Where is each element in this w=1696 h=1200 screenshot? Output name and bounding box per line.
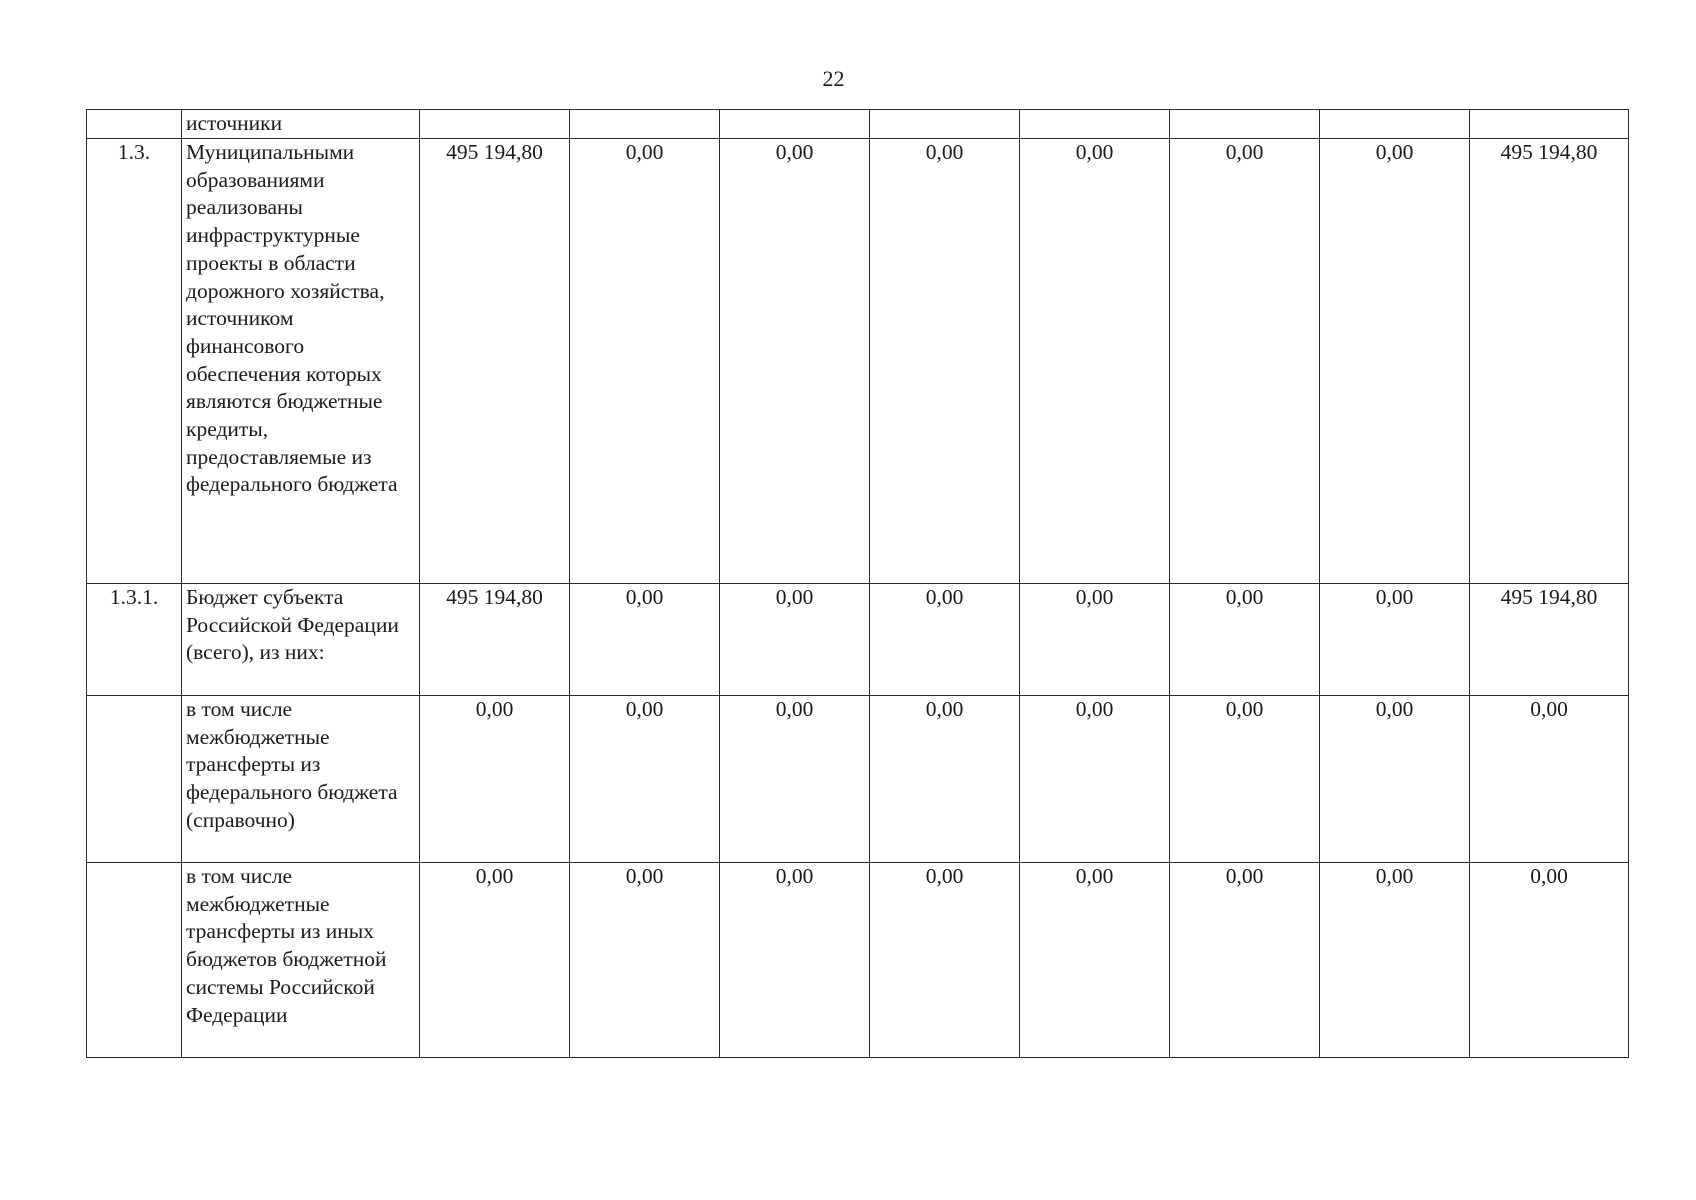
- value-cell: 0,00: [870, 696, 1020, 863]
- value-cell: 0,00: [870, 863, 1020, 1058]
- value-cell: 0,00: [570, 584, 720, 696]
- value-cell: 0,00: [1470, 863, 1629, 1058]
- value-cell: 0,00: [1320, 584, 1470, 696]
- table-row: [87, 696, 1629, 863]
- value-cell: 0,00: [720, 863, 870, 1058]
- value-cell: 0,00: [870, 584, 1020, 696]
- row-label: Бюджет субъекта Российской Федерации (всего), из них:: [182, 584, 420, 696]
- value-cell: 0,00: [420, 696, 570, 863]
- value-cell: 0,00: [570, 696, 720, 863]
- value-cell: 0,00: [1470, 696, 1629, 863]
- value-cell: [1470, 110, 1629, 139]
- page-number: 22: [822, 66, 845, 91]
- value-cell: 0,00: [420, 863, 570, 1058]
- row-number: [87, 863, 182, 1058]
- value-cell: 0,00: [1320, 139, 1470, 584]
- value-cell: 495 194,80: [1470, 584, 1629, 696]
- table-row: [87, 110, 1629, 139]
- value-cell: [420, 110, 570, 139]
- value-cell: 0,00: [1170, 696, 1320, 863]
- row-number: 1.3.1.: [87, 584, 182, 696]
- table-row: [87, 863, 1629, 1058]
- value-cell: 495 194,80: [420, 584, 570, 696]
- value-cell: 0,00: [1020, 696, 1170, 863]
- row-label: Муниципальными образованиями реализованы инфраструктурные проекты в области дорожного хозяйства, источником финансового обеспечения которых являются бюджетные кредиты, предоставляемые из федерального бюджета: [182, 139, 420, 584]
- table-row: [87, 584, 1629, 696]
- value-cell: 0,00: [1020, 584, 1170, 696]
- value-cell: 0,00: [720, 139, 870, 584]
- value-cell: 0,00: [1170, 863, 1320, 1058]
- value-cell: [870, 110, 1020, 139]
- value-cell: 0,00: [1170, 584, 1320, 696]
- table-row: [87, 139, 1629, 584]
- value-cell: 0,00: [1170, 139, 1320, 584]
- value-cell: 0,00: [870, 139, 1020, 584]
- value-cell: 495 194,80: [1470, 139, 1629, 584]
- value-cell: [1020, 110, 1170, 139]
- value-cell: 0,00: [720, 584, 870, 696]
- value-cell: 0,00: [1320, 696, 1470, 863]
- value-cell: 0,00: [1320, 863, 1470, 1058]
- value-cell: [720, 110, 870, 139]
- value-cell: 0,00: [720, 696, 870, 863]
- row-label: в том числе межбюджетные трансферты из федерального бюджета (справочно): [182, 696, 420, 863]
- value-cell: [1170, 110, 1320, 139]
- value-cell: 0,00: [1020, 139, 1170, 584]
- value-cell: [1320, 110, 1470, 139]
- row-label: в том числе межбюджетные трансферты из иных бюджетов бюджетной системы Российской Федерации: [182, 863, 420, 1058]
- value-cell: 0,00: [1020, 863, 1170, 1058]
- value-cell: 0,00: [570, 139, 720, 584]
- value-cell: [570, 110, 720, 139]
- row-number: 1.3.: [87, 139, 182, 584]
- row-number: [87, 110, 182, 139]
- budget-table: [86, 109, 1629, 1058]
- value-cell: 0,00: [570, 863, 720, 1058]
- row-label: источники: [182, 110, 420, 139]
- value-cell: 495 194,80: [420, 139, 570, 584]
- row-number: [87, 696, 182, 863]
